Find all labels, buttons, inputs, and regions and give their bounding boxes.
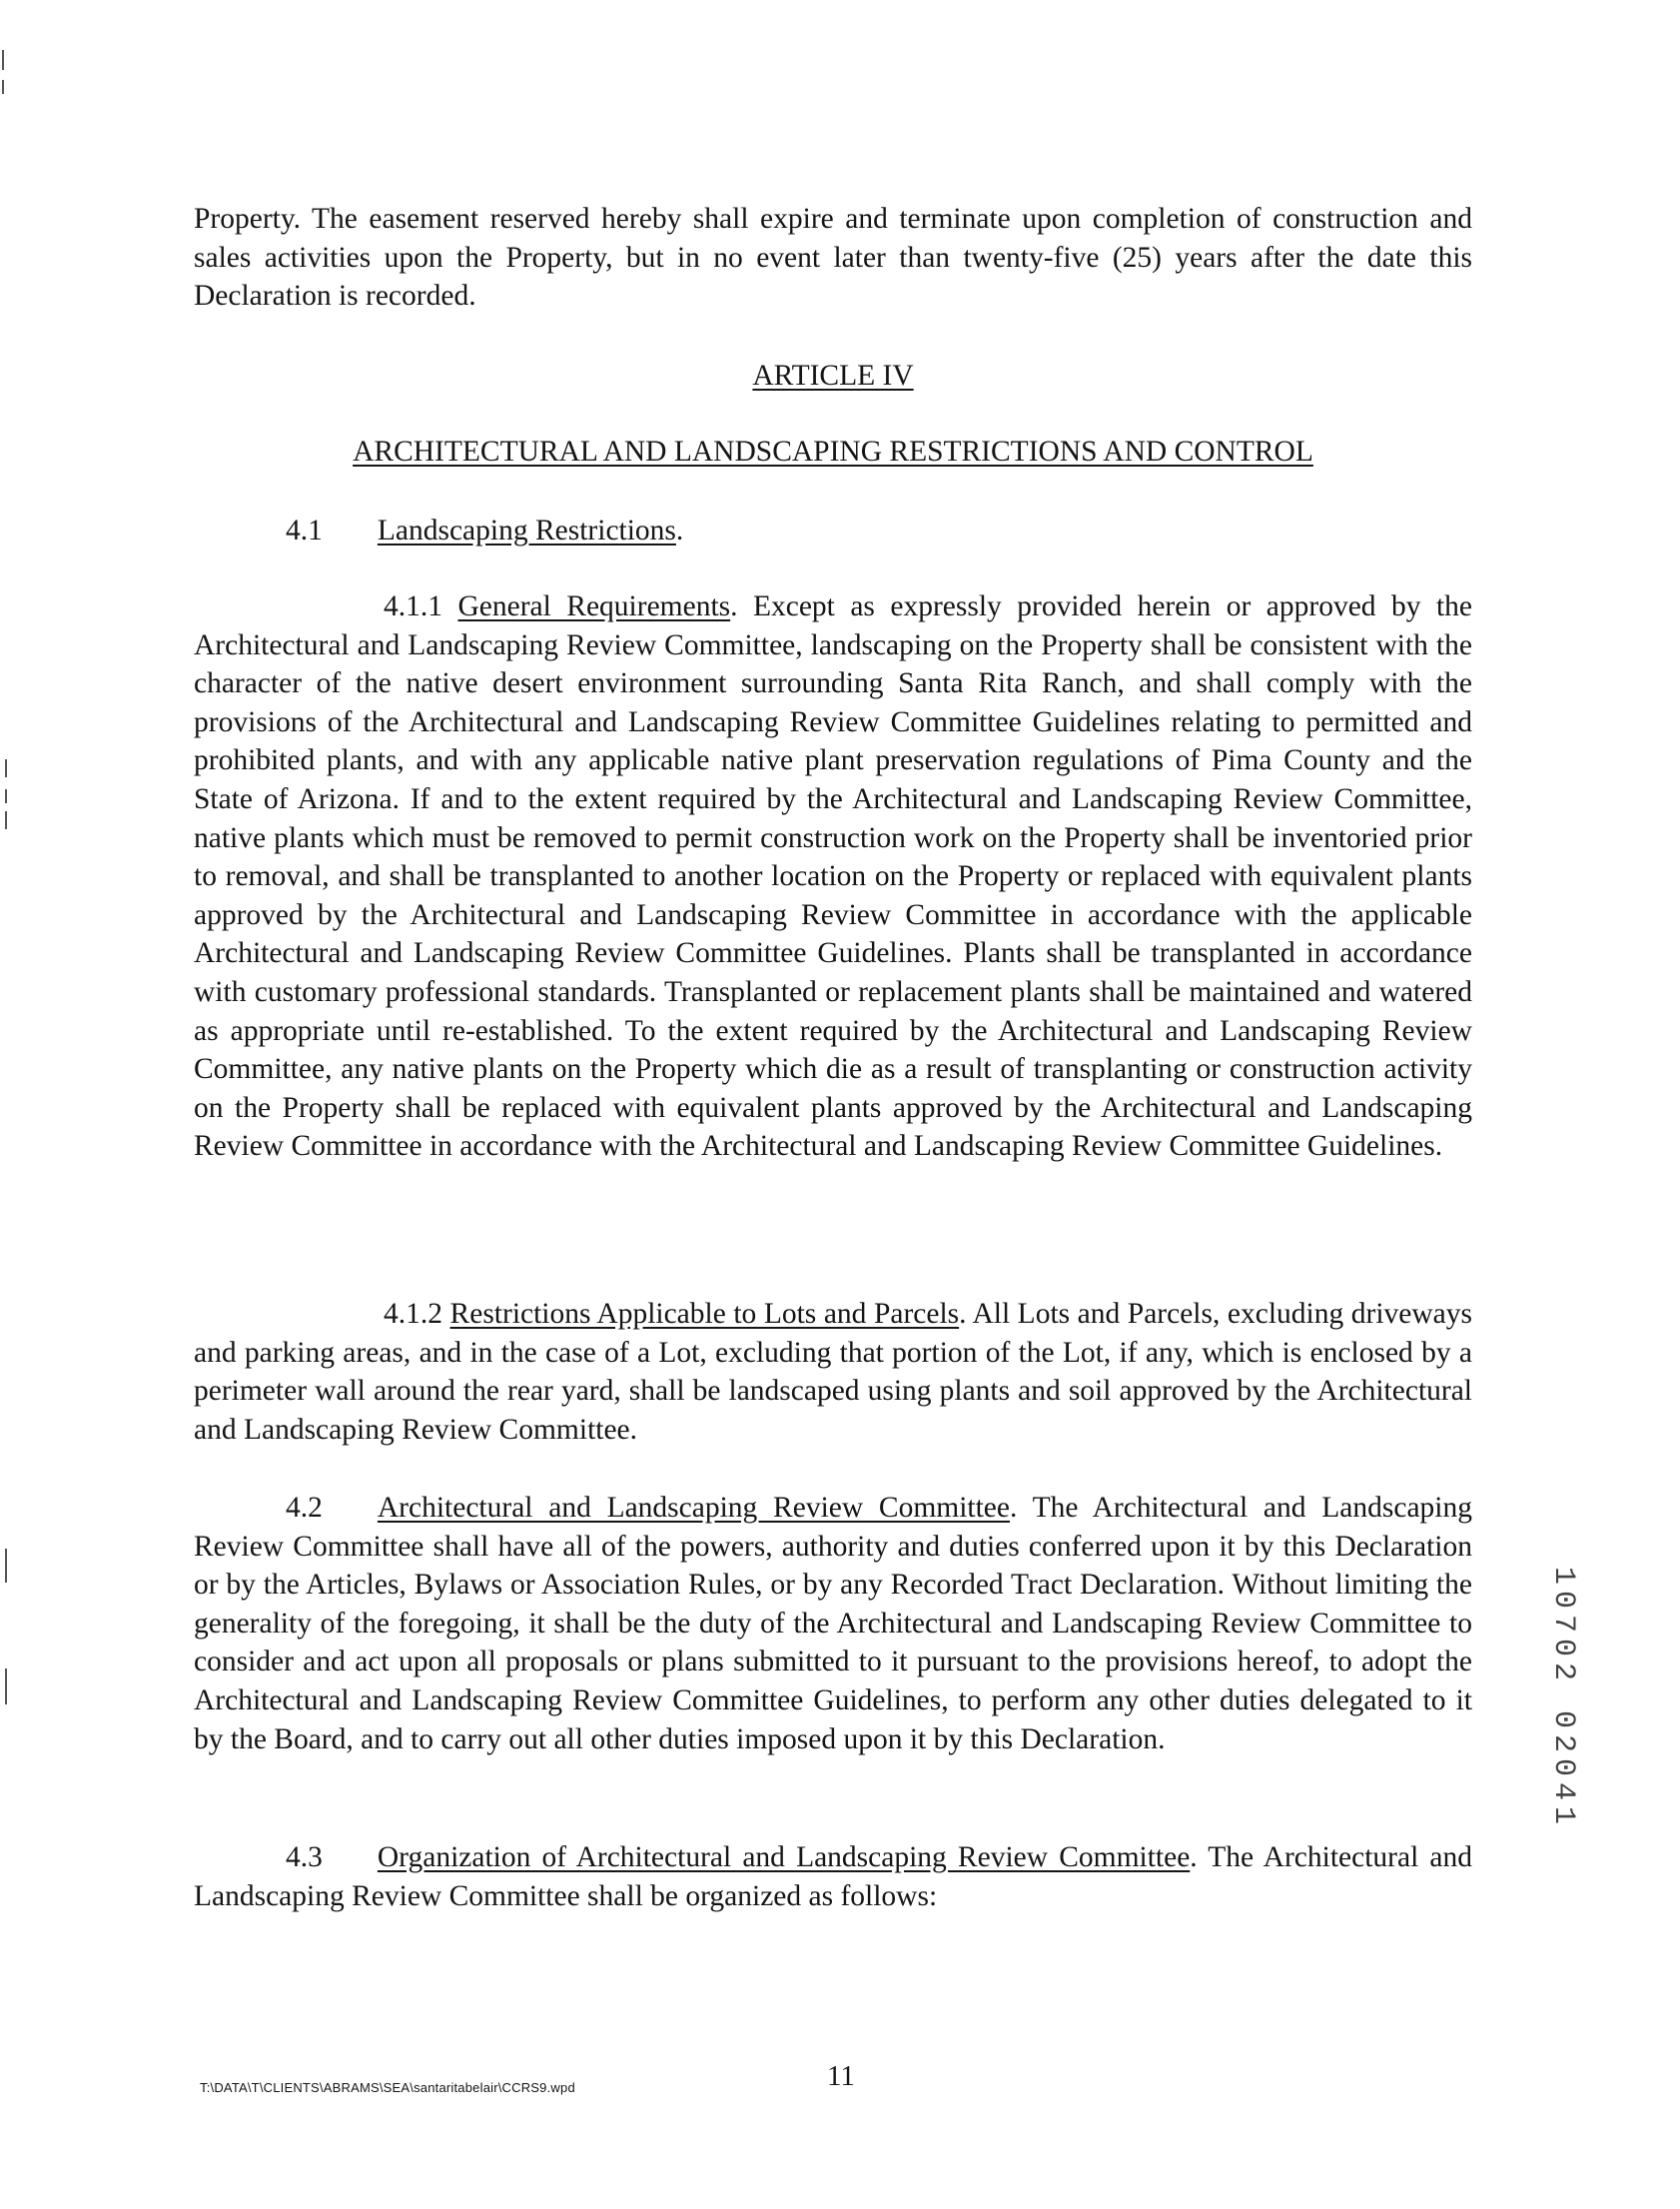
scan-mark: [5, 789, 7, 803]
section-4-2-body: . The Architectural and Landscaping Review Committee shall have all of the powers, authority and duties conferred upon it by this Declaration or by the Articles, Bylaws or Association Rules, or by any Recorded Tract Declaration. Without limiting the generality of the foregoing, it shall be the duty of the Architectural and Landscaping Review Committee to consider and act upon all proposals or plans submitted to it pursuant to the provisions hereof, to adopt the Architectural and Landscaping Review Committee Guidelines, to perform any other duties delegated to it by the Board, and to carry out all other duties imposed upon it by this Declaration.: [194, 1492, 1472, 1755]
section-4-1-2-body: . All Lots and Parcels, excluding driveways and parking areas, and in the case of a Lot, excluding that portion of the Lot, if any, which is enclosed by a perimeter wall around the rear yard, shall be landscaped using plants and soil approved by the Architectural and Landscaping Review Committee.: [194, 1298, 1473, 1446]
section-4-2-title: Architectural and Landscaping Review Committee: [377, 1492, 1010, 1524]
section-4-1-2-number: 4.1.2: [384, 1298, 442, 1330]
section-4-1-heading: 4.1 Landscaping Restrictions.: [194, 512, 1472, 551]
section-4-1-1-paragraph: [194, 587, 1472, 1166]
scan-mark: [5, 1549, 7, 1583]
section-4-2-paragraph: [194, 1489, 1472, 1758]
article-title: ARCHITECTURAL AND LANDSCAPING RESTRICTIONS AND CONTROL: [353, 436, 1313, 468]
section-4-3-title: Organization of Architectural and Landscaping Review Committee: [377, 1841, 1191, 1873]
section-4-1-1-body: . Except as expressly provided herein or approved by the Architectural and Landscaping Review Committee, landscaping on the Property shall be consistent with the character of the native desert environment surrounding Santa Rita Ranch, and shall comply with the provisions of the Architectural and Landscaping Review Committee Guidelines relating to permitted and prohibited plants, and with any applicable native plant preservation regulations of Pima County and the State of Arizona. If and to the extent required by the Architectural and Landscaping Review Committee, native plants which must be removed to permit construction work on the Property shall be inventoried prior to removal, and shall be transplanted to another location on the Property or replaced with equivalent plants approved by the Architectural and Landscaping Review Committee in accordance with the applicable Architectural and Landscaping Review Committee Guidelines. Plants shall be transplanted in accordance with customary professional standards. Transplanted or replacement plants shall be maintained and watered as appropriate until re-established. To the extent required by the Architectural and Landscaping Review Committee, any native plants on the Property which die as a result of transplanting or construction activity on the Property shall be replaced with equivalent plants approved by the Architectural and Landscaping Review Committee in accordance with the Architectural and Landscaping Review Committee Guidelines.: [194, 590, 1473, 1163]
page-number: 11: [827, 2060, 855, 2092]
section-4-1-title: Landscaping Restrictions: [377, 515, 676, 547]
section-4-3-number: 4.3: [286, 1841, 323, 1873]
section-4-1-1-title: General Requirements: [457, 590, 731, 622]
section-4-3-body: . The Architectural and Landscaping Review Committee shall be organized as follows:: [194, 1841, 1473, 1912]
scan-mark: [5, 759, 7, 777]
scan-mark: [5, 811, 7, 829]
section-4-3-paragraph: [194, 1838, 1472, 1915]
section-4-2-number: 4.2: [286, 1492, 323, 1524]
scan-mark: [5, 1668, 7, 1704]
section-4-1-number: 4.1: [286, 515, 323, 547]
section-4-1-2-paragraph: [194, 1295, 1472, 1449]
recording-stamp: 10702 02041: [1546, 1567, 1580, 1831]
article-number: ARTICLE IV: [752, 360, 914, 392]
scan-mark: [2, 80, 4, 94]
section-4-1-1-number: 4.1.1: [384, 590, 442, 622]
section-4-1-2-title: Restrictions Applicable to Lots and Parcels: [449, 1298, 960, 1330]
footer-file-path: T:\DATA\T\CLIENTS\ABRAMS\SEA\santaritabelair\CCRS9.wpd: [200, 2080, 575, 2095]
scan-mark: [2, 50, 4, 70]
intro-paragraph: Property. The easement reserved hereby shall expire and terminate upon completion of construction and sales activities upon the Property, but in no event later than twenty-five (25) years after the date this Declaration is recorded.: [194, 203, 1472, 313]
